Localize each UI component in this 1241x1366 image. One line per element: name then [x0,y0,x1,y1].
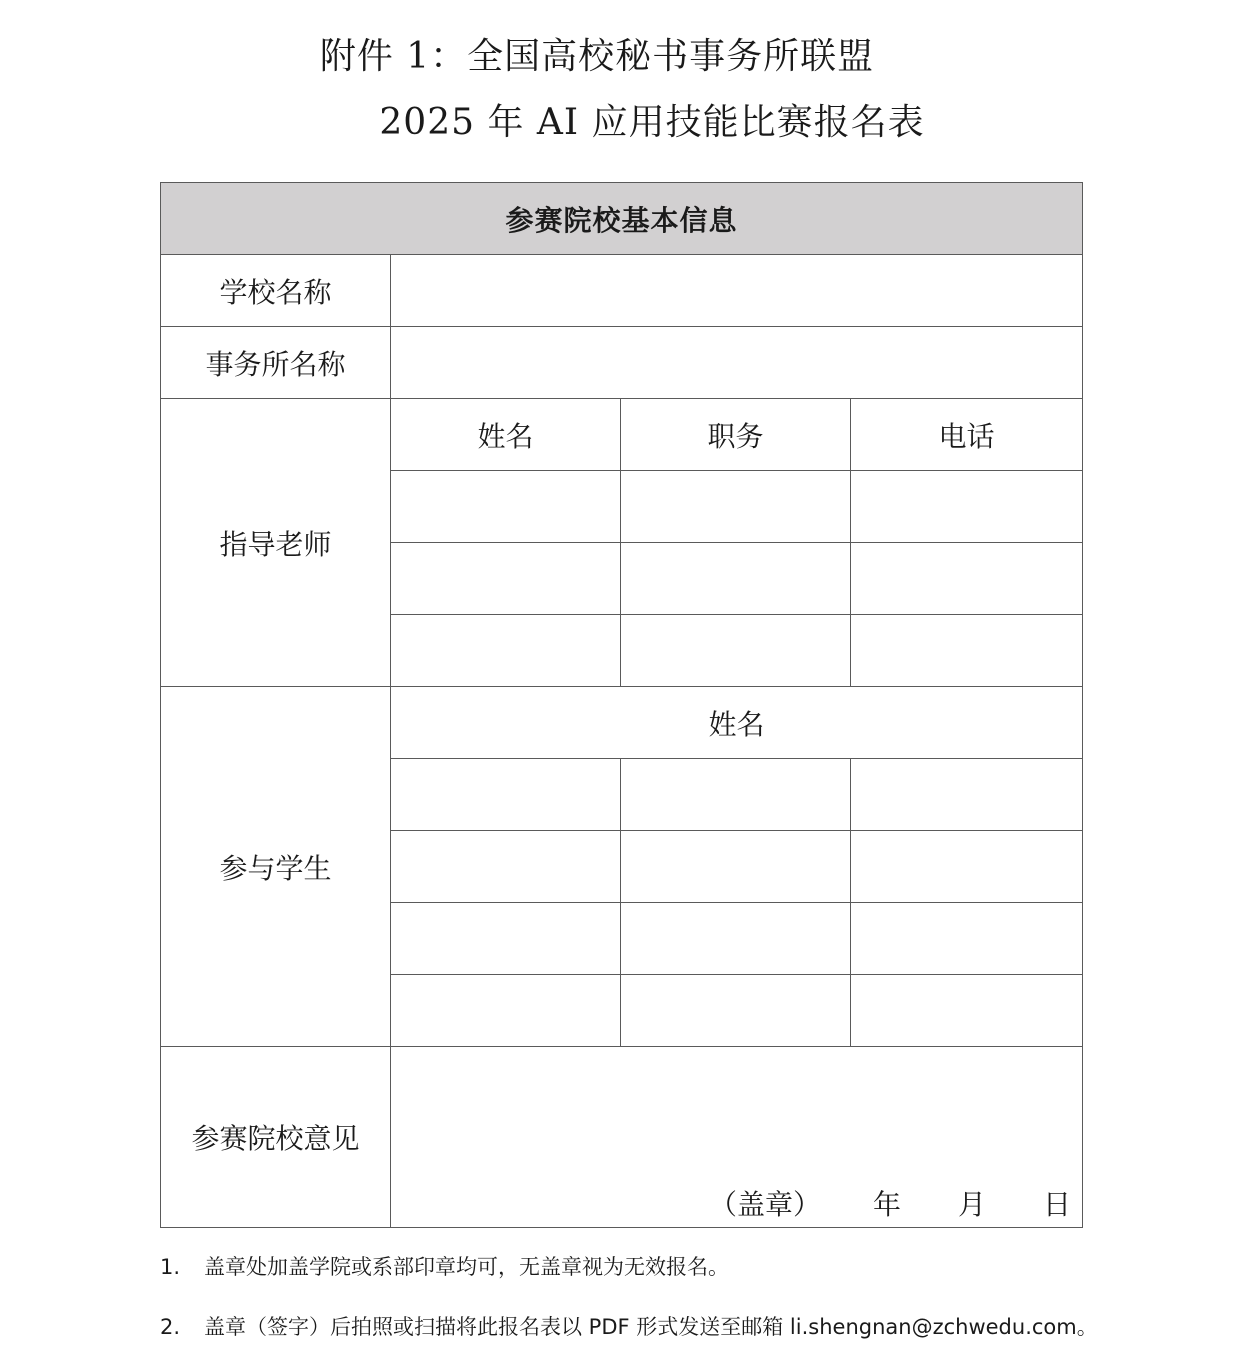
advisor-phone-field[interactable] [851,471,1083,543]
student-name-field[interactable] [391,759,621,831]
student-name-header: 姓名 [391,687,1083,759]
student-label: 参与学生 [161,687,391,1047]
note-number: 2. [160,1315,181,1339]
student-name-field[interactable] [851,975,1083,1047]
student-name-field[interactable] [391,831,621,903]
advisor-label: 指导老师 [161,399,391,687]
document-title-line1: 附件 1：全国高校秘书事务所联盟 [319,36,875,77]
advisor-phone-field[interactable] [851,543,1083,615]
office-name-field[interactable] [391,327,1083,399]
seal-label: （盖章） [709,1188,822,1221]
student-name-field[interactable] [621,759,851,831]
section-header: 参赛院校基本信息 [161,183,1083,255]
advisor-name-field[interactable] [391,471,621,543]
document-title-line2: 2025 年 AI 应用技能比赛报名表 [379,102,925,143]
advisor-name-header: 姓名 [391,399,621,471]
advisor-phone-header: 电话 [851,399,1083,471]
student-name-field[interactable] [621,975,851,1047]
school-name-label: 学校名称 [161,255,391,327]
student-name-field[interactable] [391,903,621,975]
day-label: 日 [1043,1188,1072,1221]
student-name-field[interactable] [391,975,621,1047]
advisor-phone-field[interactable] [851,615,1083,687]
opinion-field[interactable] [391,1047,1083,1228]
student-name-field[interactable] [851,903,1083,975]
school-name-field[interactable] [391,255,1083,327]
student-name-field[interactable] [851,831,1083,903]
student-name-field[interactable] [621,903,851,975]
student-name-field[interactable] [621,831,851,903]
registration-form-table [160,182,1083,1228]
office-name-label: 事务所名称 [161,327,391,399]
year-label: 年 [873,1188,902,1221]
advisor-title-field[interactable] [621,471,851,543]
advisor-title-header: 职务 [621,399,851,471]
advisor-title-field[interactable] [621,615,851,687]
note-item [160,1310,1160,1344]
note-text: 盖章（签字）后拍照或扫描将此报名表以 PDF 形式发送至邮箱 li.shengnan@zchwedu.com。 [204,1315,1098,1339]
note-item [160,1250,1160,1284]
advisor-name-field[interactable] [391,615,621,687]
advisor-title-field[interactable] [621,543,851,615]
stamp-date-line [391,1183,1081,1219]
note-text: 盖章处加盖学院或系部印章均可，无盖章视为无效报名。 [204,1255,729,1279]
notes-list [160,1250,1160,1344]
student-name-field[interactable] [851,759,1083,831]
opinion-label: 参赛院校意见 [161,1047,391,1228]
month-label: 月 [958,1188,987,1221]
note-number: 1. [160,1255,181,1279]
advisor-name-field[interactable] [391,543,621,615]
